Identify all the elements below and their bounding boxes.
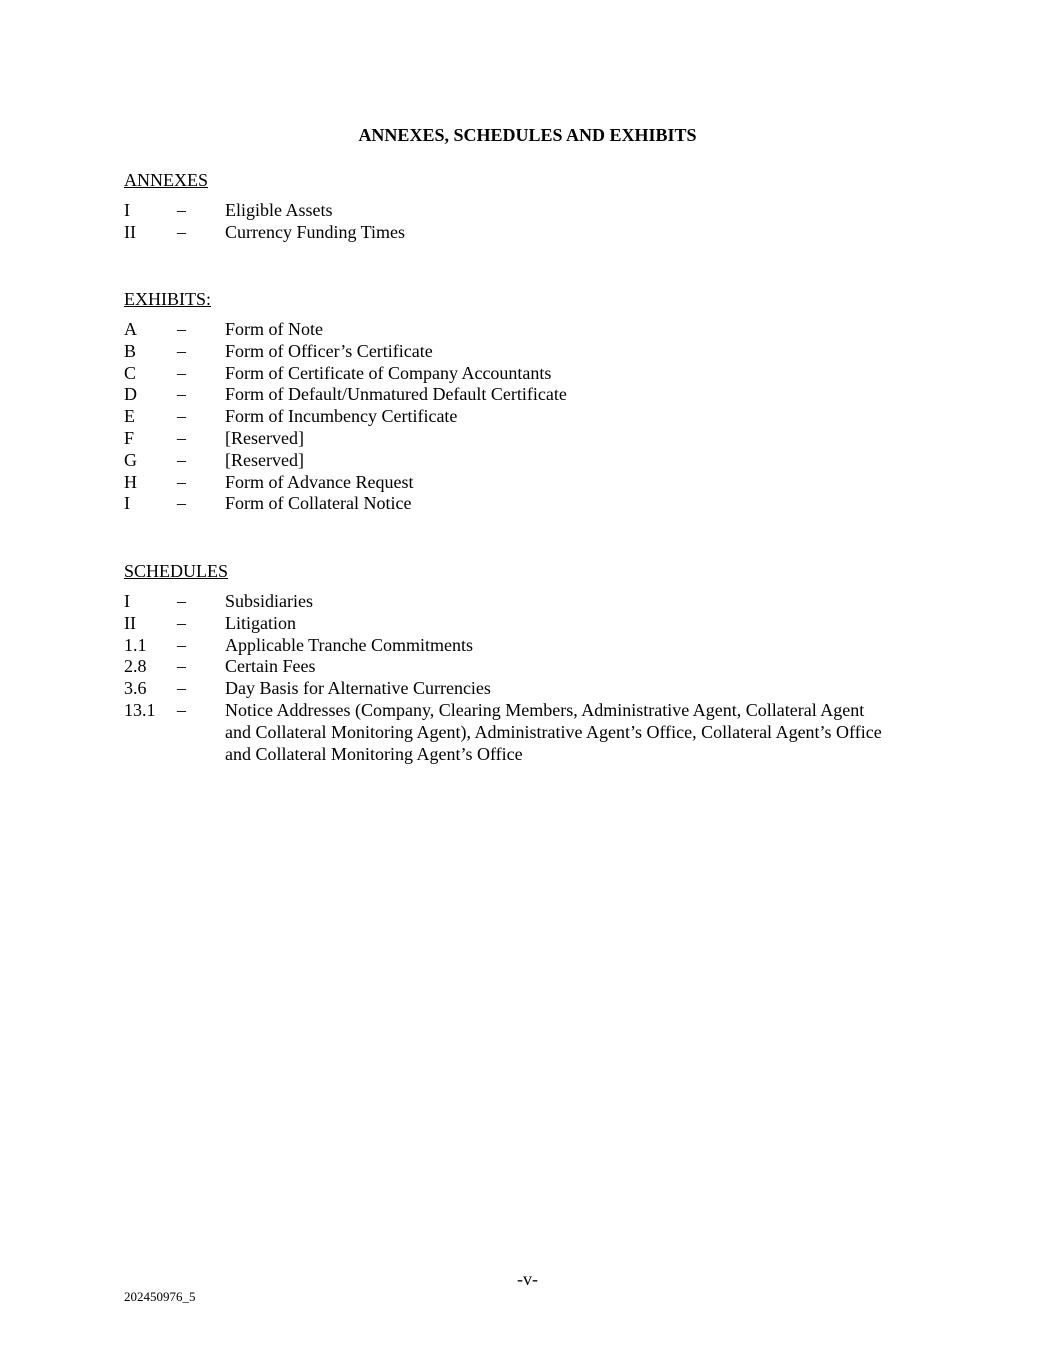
item-description: Form of Certificate of Company Accountants <box>225 362 552 383</box>
item-code: F <box>124 427 135 448</box>
item-dash: – <box>177 612 186 633</box>
item-code: D <box>124 384 137 405</box>
item-code: E <box>124 406 135 427</box>
exhibits-section <box>124 288 884 515</box>
item-dash: – <box>177 340 186 361</box>
list-item <box>124 678 884 700</box>
item-description: Notice Addresses (Company, Clearing Members, Administrative Agent, Collateral Agent and Collateral Monitoring Agent), Administrative Agent’s Office, Collateral Agent’s Office and Collateral Monitoring Agent’s Office <box>225 699 882 764</box>
item-description: [Reserved] <box>225 427 304 448</box>
list-item <box>124 613 884 635</box>
list-item <box>124 341 884 363</box>
item-code: I <box>124 493 130 514</box>
list-item <box>124 428 884 450</box>
exhibits-heading: EXHIBITS: <box>124 289 211 309</box>
item-description: Day Basis for Alternative Currencies <box>225 678 491 699</box>
item-code: II <box>124 612 136 633</box>
list-item <box>124 656 884 678</box>
item-dash: – <box>177 678 186 699</box>
item-code: 2.8 <box>124 656 147 677</box>
list-item <box>124 384 884 406</box>
item-code: 13.1 <box>124 699 156 720</box>
item-code: I <box>124 200 130 220</box>
item-dash: – <box>177 591 186 611</box>
item-description: Certain Fees <box>225 656 316 677</box>
item-dash: – <box>177 699 186 720</box>
item-dash: – <box>177 200 186 220</box>
schedules-section <box>124 560 884 765</box>
list-item <box>124 472 884 494</box>
item-dash: – <box>177 221 186 242</box>
item-description: Form of Advance Request <box>225 471 414 492</box>
annexes-heading: ANNEXES <box>124 170 208 190</box>
item-dash: – <box>177 406 186 427</box>
item-description: Form of Collateral Notice <box>225 493 412 514</box>
list-item <box>124 222 884 244</box>
item-code: C <box>124 362 137 383</box>
list-item <box>124 363 884 385</box>
list-item <box>124 319 884 341</box>
item-code: 3.6 <box>124 678 147 699</box>
item-description: Currency Funding Times <box>225 221 406 242</box>
item-description: Eligible Assets <box>225 200 333 220</box>
item-code: I <box>124 591 130 611</box>
item-dash: – <box>177 427 186 448</box>
annexes-section <box>124 169 884 244</box>
item-dash: – <box>177 362 186 383</box>
item-description: Applicable Tranche Commitments <box>225 634 473 655</box>
item-dash: – <box>177 471 186 492</box>
list-item <box>124 406 884 428</box>
item-code: B <box>124 340 137 361</box>
item-code: G <box>124 449 137 470</box>
document-title: ANNEXES, SCHEDULES AND EXHIBITS <box>358 125 697 145</box>
list-item <box>124 635 884 657</box>
item-dash: – <box>177 319 186 339</box>
schedules-heading: SCHEDULES <box>124 561 229 581</box>
document-id: 202450976_5 <box>124 1289 196 1304</box>
item-dash: – <box>177 656 186 677</box>
item-description: Litigation <box>225 612 296 633</box>
item-dash: – <box>177 384 186 405</box>
item-description: Form of Default/Unmatured Default Certificate <box>225 384 567 405</box>
item-dash: – <box>177 634 186 655</box>
item-dash: – <box>177 449 186 470</box>
item-description: [Reserved] <box>225 449 304 470</box>
item-dash: – <box>177 493 186 514</box>
list-item <box>124 200 884 222</box>
item-description: Subsidiaries <box>225 591 313 611</box>
item-description: Form of Note <box>225 319 323 339</box>
item-code: 1.1 <box>124 634 147 655</box>
item-code: A <box>124 319 137 339</box>
list-item <box>124 450 884 472</box>
list-item <box>124 700 884 765</box>
item-code: H <box>124 471 137 492</box>
item-description: Form of Incumbency Certificate <box>225 406 458 427</box>
item-description: Form of Officer’s Certificate <box>225 340 433 361</box>
page-number: -v- <box>517 1269 538 1289</box>
list-item <box>124 493 884 515</box>
item-code: II <box>124 221 136 242</box>
list-item <box>124 591 884 613</box>
